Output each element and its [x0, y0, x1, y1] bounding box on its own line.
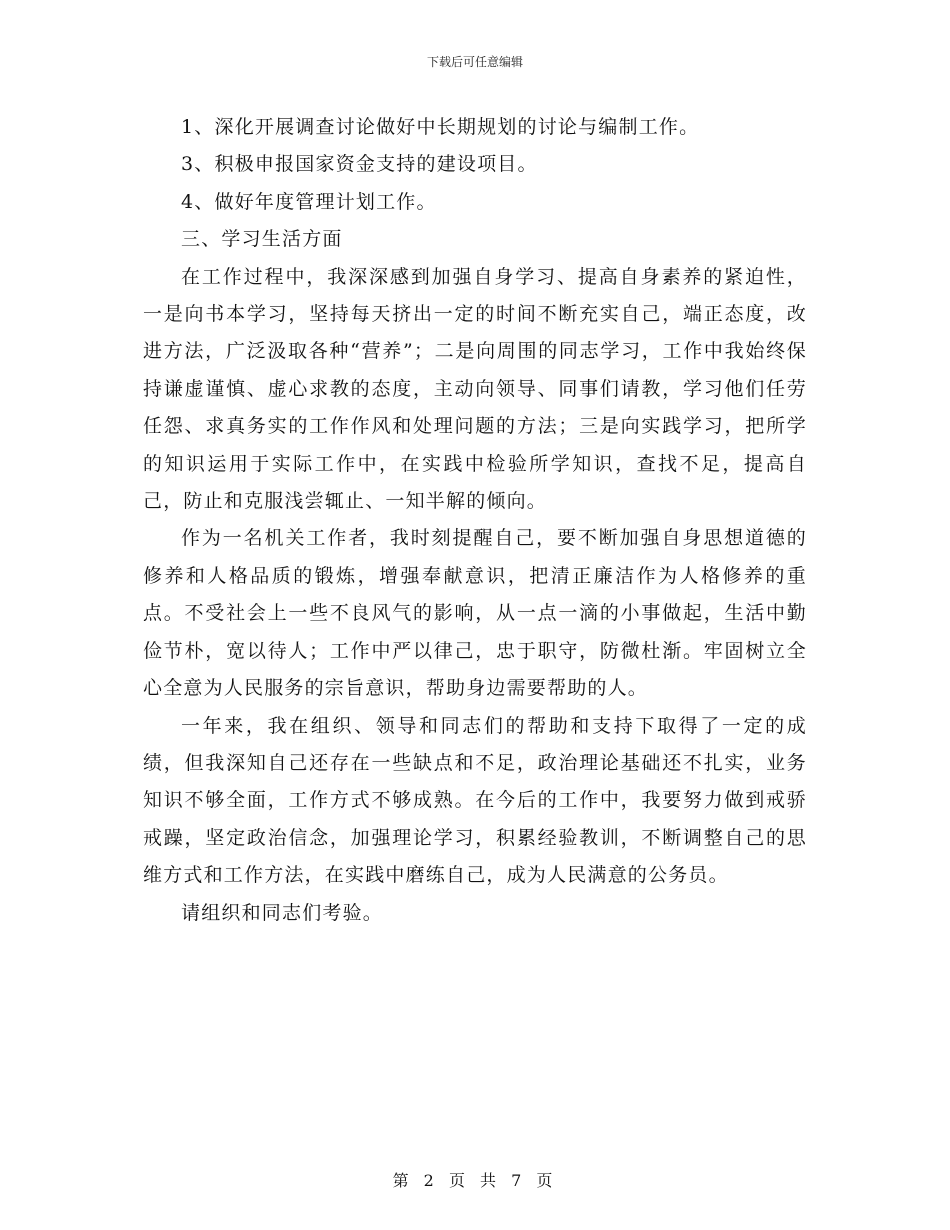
- list-item-3: 3、积极申报国家资金支持的建设项目。: [181, 153, 538, 176]
- page-number: 第 2 页 共 7 页: [392, 1171, 558, 1190]
- paragraph-ethics: 作为一名机关工作者，我时刻提醒自己，要不断加强自身思想道德的修养和人格品质的锻炼，增强奉献意识，把清正廉洁作为人格修养的重点。不受社会上一些不良风气的影响，从一点一滴的小事做起，生活中勤俭节朴，宽以待人；工作中严以律己，忠于职守，防微杜渐。牢固树立全心全意为人民服务的宗旨意识，帮助身边需要帮助的人。: [143, 527, 807, 700]
- list-item-4: 4、做好年度管理计划工作。: [181, 190, 437, 213]
- section-heading: 三、学习生活方面: [181, 228, 343, 251]
- paragraph-summary: 一年来，我在组织、领导和同志们的帮助和支持下取得了一定的成绩，但我深知自己还存在一些缺点和不足，政治理论基础还不扎实，业务知识不够全面，工作方式不够成熟。在今后的工作中，我要努力做到戒骄戒躁，坚定政治信念，加强理论学习，积累经验教训，不断调整自己的思维方式和工作方法，在实践中磨练自己，成为人民满意的公务员。: [143, 714, 807, 887]
- paragraph-closing: 请组织和同志们考验。: [181, 901, 384, 924]
- list-item-1: 1、深化开展调查讨论做好中长期规划的讨论与编制工作。: [181, 116, 700, 138]
- document-body: [143, 109, 807, 932]
- page-header: 下载后可任意编辑: [426, 55, 523, 69]
- paragraph-study: 在工作过程中，我深深感到加强自身学习、提高自身素养的紧迫性，一是向书本学习，坚持每天挤出一定的时间不断充实自己，端正态度，改进方法，广泛汲取各种“营养”；二是向周围的同志学习，工作中我始终保持谦虚谨慎、虚心求教的态度，主动向领导、同事们请教，学习他们任劳任怨、求真务实的工作作风和处理问题的方法；三是向实践学习，把所学的知识运用于实际工作中，在实践中检验所学知识，查找不足，提高自己，防止和克服浅尝辄止、一知半解的倾向。: [143, 265, 807, 513]
